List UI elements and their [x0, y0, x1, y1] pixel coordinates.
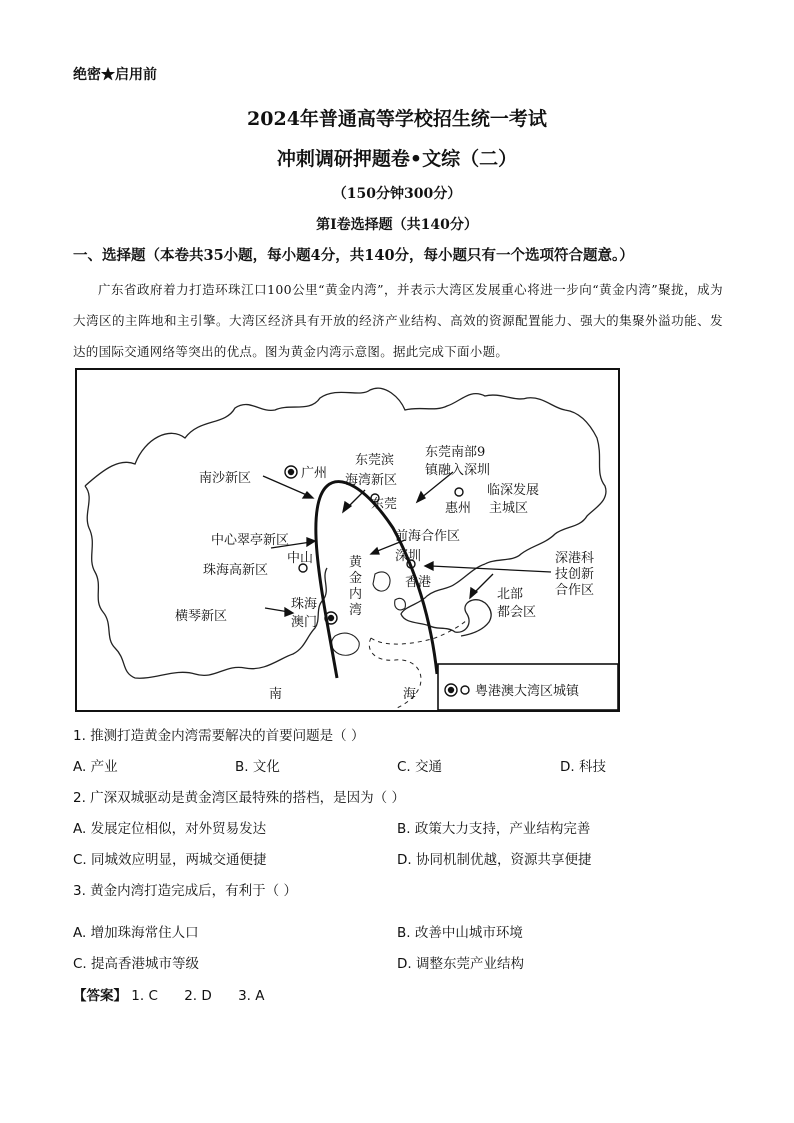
label-hongkong: 香港	[405, 575, 432, 590]
label-macau: 澳门	[291, 615, 318, 630]
q1-option-c: C. 交通	[397, 759, 443, 775]
label-gulf-1: 黄	[349, 555, 363, 570]
map-frame	[76, 369, 619, 711]
label-sgkj2: 技创新	[555, 567, 595, 582]
label-beibu1: 北部	[497, 587, 524, 602]
q1-option-a: A. 产业	[73, 759, 118, 775]
label-linshen1: 临深发展	[487, 483, 540, 498]
q2-option-d: D. 协同机制优越，资源共享便捷	[397, 852, 592, 868]
legend-label: 粤港澳大湾区城镇	[475, 684, 580, 699]
question-3-stem: 3. 黄金内湾打造完成后，有利于（ ）	[73, 883, 297, 899]
reading-passage: 广东省政府着力打造环珠江口100公里“黄金内湾”，并表示大湾区发展重心将进一步向“黄金内湾”聚拢，成为大湾区的主阵地和主引擎。大湾区经济具有开放的经济产业结构、高效的资源配置能力、强大的集聚外溢功能、发达的国际交通网络等突出的优点。图为黄金内湾示意图。据此完成下面小题。	[73, 282, 723, 359]
q3-option-a: A. 增加珠海常住人口	[73, 925, 199, 941]
label-dongguan: 东莞	[371, 497, 398, 512]
q3-option-b: B. 改善中山城市环境	[397, 925, 523, 941]
question-1-stem: 1. 推测打造黄金内湾需要解决的首要问题是（ ）	[73, 728, 365, 744]
label-hengqin: 横琴新区	[175, 609, 228, 624]
label-guangzhou: 广州	[301, 466, 328, 481]
answer-tag: 【答案】	[73, 988, 127, 1004]
answer-item-3: 3. A	[238, 988, 265, 1004]
q1-option-d: D. 科技	[560, 759, 606, 775]
label-zhongshan: 中山	[287, 551, 314, 566]
label-linshen2: 主城区	[489, 501, 529, 516]
golden-bay-map	[75, 368, 620, 712]
part-heading: 第I卷选择题（共140分）	[316, 217, 478, 233]
q3-option-c: C. 提高香港城市等级	[73, 956, 200, 972]
label-cuiheng: 中心翠亭新区	[211, 533, 290, 548]
q2-option-a: A. 发展定位相似，对外贸易发达	[73, 821, 267, 837]
q1-option-b: B. 文化	[235, 759, 280, 775]
label-gulf-3: 内	[349, 587, 363, 602]
exam-title: 2024年普通高等学校招生统一考试	[247, 108, 547, 130]
label-zhuhai: 珠海	[291, 597, 318, 612]
label-sea-hai: 海	[403, 687, 417, 702]
label-gulf-2: 金	[349, 571, 363, 586]
label-beibu2: 都会区	[497, 605, 537, 620]
exam-duration: （150分钟300分）	[332, 186, 462, 202]
answer-item-2: 2. D	[184, 988, 212, 1004]
label-nansha: 南沙新区	[199, 471, 252, 486]
section-heading: 一、选择题（本卷共35小题，每小题4分，共140分，每小题只有一个选项符合题意。）	[73, 247, 634, 264]
label-sgkj1: 深港科	[555, 551, 595, 566]
label-dongguan-bin2: 海湾新区	[345, 473, 398, 488]
question-2-stem: 2. 广深双城驱动是黄金湾区最特殊的搭档，是因为（ ）	[73, 790, 405, 806]
label-dg-south1: 东莞南部9	[425, 445, 486, 460]
confidential-mark: 绝密★启用前	[73, 67, 157, 83]
q3-option-d: D. 调整东莞产业结构	[397, 956, 524, 972]
label-dongguan-bin1: 东莞滨	[355, 453, 395, 468]
label-sgkj3: 合作区	[555, 583, 595, 598]
exam-subtitle: 冲刺调研押题卷•文综（二）	[276, 148, 518, 170]
answer-line	[73, 984, 265, 1004]
answer-item-1: 1. C	[131, 988, 158, 1004]
label-shenzhen: 深圳	[395, 549, 422, 564]
label-qianhai: 前海合作区	[395, 529, 461, 544]
q2-option-c: C. 同城效应明显，两城交通便捷	[73, 852, 267, 868]
label-gulf-4: 湾	[349, 603, 363, 618]
label-dg-south2: 镇融入深圳	[425, 463, 491, 478]
label-zhuhai-gaoxin: 珠海高新区	[203, 563, 269, 578]
q2-option-b: B. 政策大力支持，产业结构完善	[397, 821, 591, 837]
label-sea-south: 南	[269, 687, 283, 702]
label-huizhou: 惠州	[445, 501, 472, 516]
